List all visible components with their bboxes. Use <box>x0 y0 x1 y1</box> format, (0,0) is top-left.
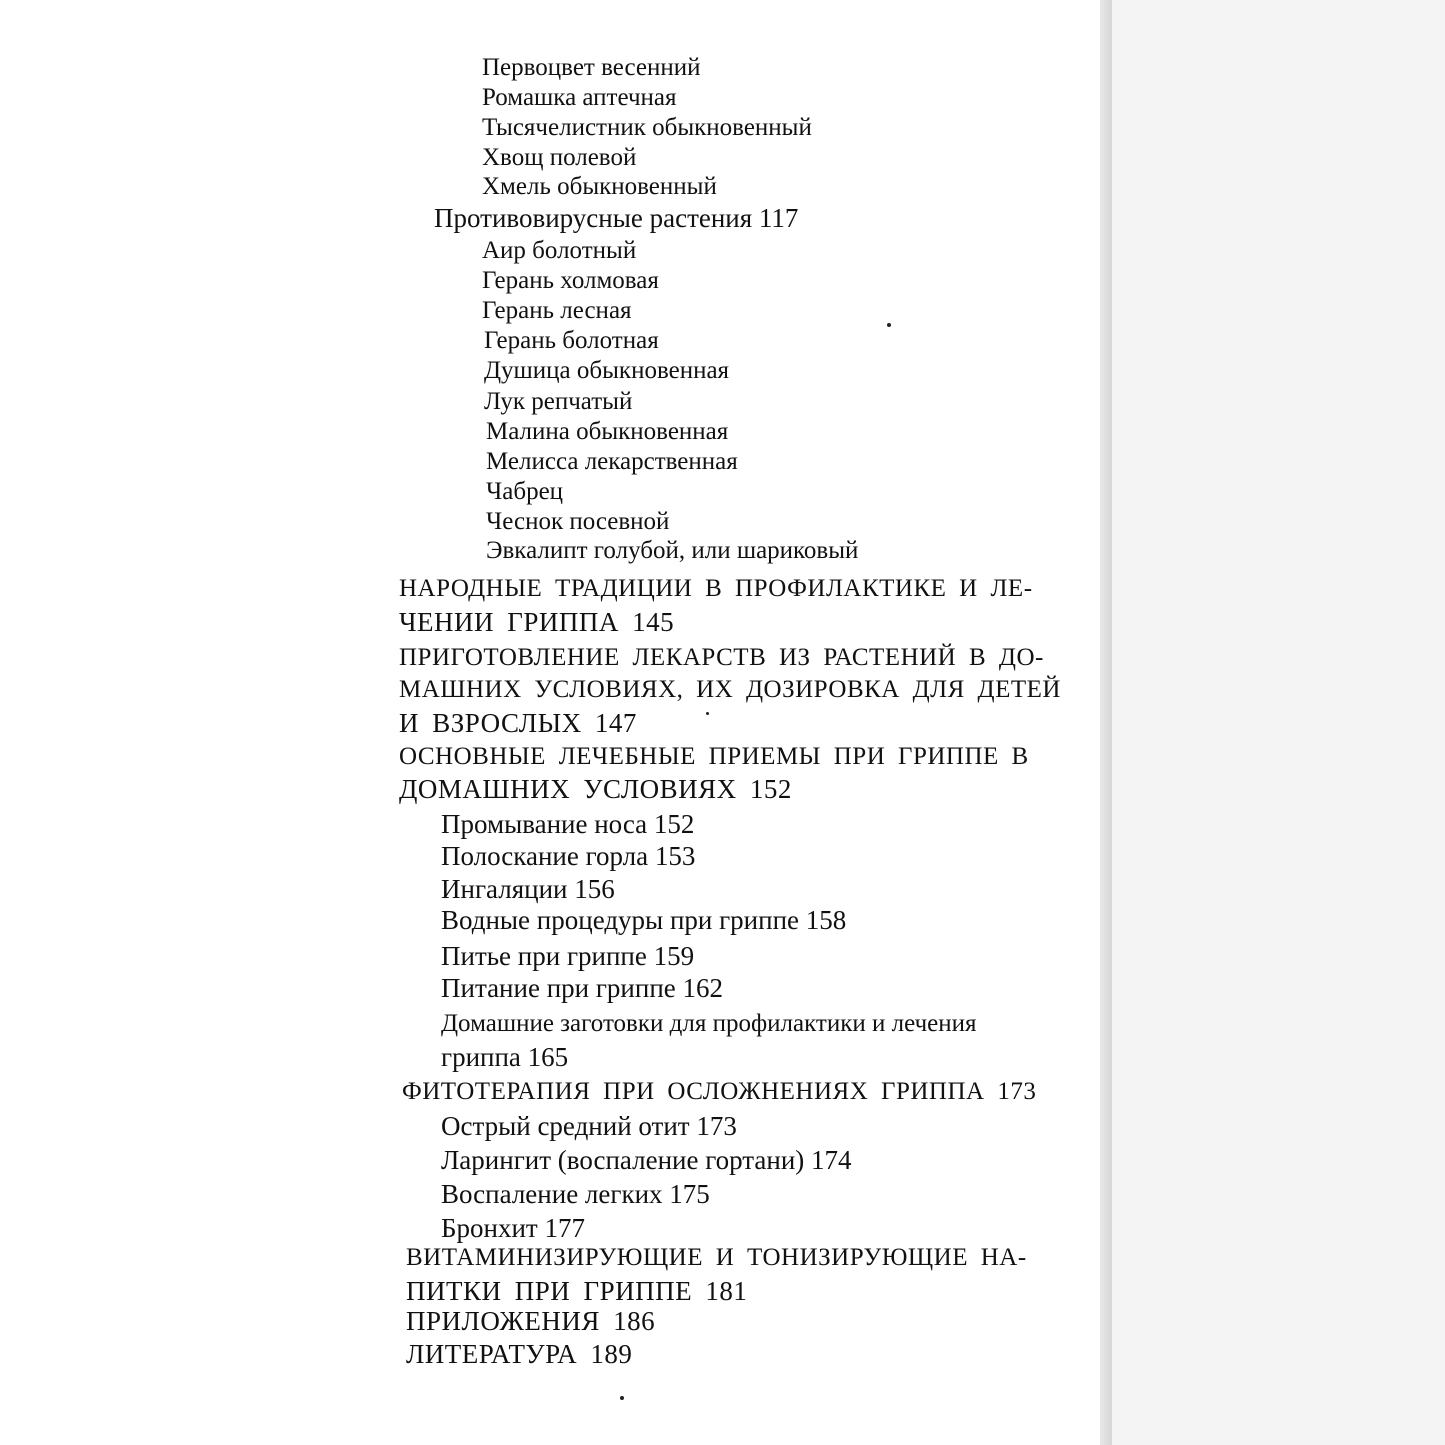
toc-entry: Герань лесная <box>482 297 632 324</box>
toc-entry: Домашние заготовки для профилактики и лечения <box>441 1010 977 1037</box>
toc-chapter: НАРОДНЫЕ ТРАДИЦИИ В ПРОФИЛАКТИКЕ И ЛЕ- <box>399 575 1033 602</box>
toc-entry: Питье при гриппе 159 <box>441 941 695 971</box>
toc-entry: Чабрец <box>486 478 564 505</box>
toc-chapter: ФИТОТЕРАПИЯ ПРИ ОСЛОЖНЕНИЯХ ГРИППА 173 <box>402 1078 1037 1105</box>
speck <box>620 1396 624 1400</box>
toc-entry: Герань болотная <box>484 327 659 354</box>
toc-entry: гриппа 165 <box>441 1042 569 1072</box>
toc-entry: Эвкалипт голубой, или шариковый <box>486 537 859 564</box>
toc-chapter: ЧЕНИИ ГРИППА 145 <box>399 607 675 637</box>
toc-entry: Бронхит 177 <box>441 1213 585 1243</box>
toc-entry: Душица обыкновенная <box>484 357 730 384</box>
toc-entry: Лук репчатый <box>484 388 633 415</box>
toc-chapter: ЛИТЕРАТУРА 189 <box>406 1339 633 1369</box>
toc-entry: Первоцвет весенний <box>482 54 701 81</box>
toc-chapter: ПРИЛОЖЕНИЯ 186 <box>406 1306 656 1336</box>
toc-chapter: ПРИГОТОВЛЕНИЕ ЛЕКАРСТВ ИЗ РАСТЕНИЙ В ДО- <box>399 644 1044 671</box>
toc-entry: Хмель обыкновенный <box>482 173 717 200</box>
toc-entry: Питание при гриппе 162 <box>441 973 723 1003</box>
speck <box>706 712 709 715</box>
speck <box>887 323 891 327</box>
toc-section: Противовирусные растения 117 <box>434 203 799 233</box>
toc-chapter: ДОМАШНИХ УСЛОВИЯХ 152 <box>399 774 792 804</box>
toc-entry: Полоскание горла 153 <box>441 841 696 871</box>
toc-entry: Ларингит (воспаление гортани) 174 <box>441 1145 852 1175</box>
toc-entry: Ромашка аптечная <box>482 84 677 111</box>
facing-page-edge <box>1112 0 1445 1445</box>
toc-entry: Тысячелистник обыкновенный <box>482 114 812 141</box>
toc-entry: Аир болотный <box>482 237 637 264</box>
toc-entry: Острый средний отит 173 <box>441 1111 737 1141</box>
toc-chapter: ВИТАМИНИЗИРУЮЩИЕ И ТОНИЗИРУЮЩИЕ НА- <box>406 1244 1027 1271</box>
toc-entry: Герань холмовая <box>482 267 659 294</box>
toc-entry: Чеснок посевной <box>486 508 670 535</box>
toc-entry: Мелисса лекарственная <box>486 448 738 475</box>
toc-entry: Хвощ полевой <box>482 144 637 171</box>
toc-chapter: МАШНИХ УСЛОВИЯХ, ИХ ДОЗИРОВКА ДЛЯ ДЕТЕЙ <box>399 676 1061 703</box>
toc-chapter: И ВЗРОСЛЫХ 147 <box>399 708 637 738</box>
toc-entry: Малина обыкновенная <box>486 418 729 445</box>
toc-entry: Ингаляции 156 <box>441 874 615 904</box>
toc-chapter: ПИТКИ ПРИ ГРИППЕ 181 <box>406 1276 748 1306</box>
toc-entry: Водные процедуры при гриппе 158 <box>441 905 847 935</box>
toc-chapter: ОСНОВНЫЕ ЛЕЧЕБНЫЕ ПРИЕМЫ ПРИ ГРИППЕ В <box>399 743 1029 770</box>
toc-entry: Промывание носа 152 <box>441 809 695 839</box>
toc-entry: Воспаление легких 175 <box>441 1179 710 1209</box>
